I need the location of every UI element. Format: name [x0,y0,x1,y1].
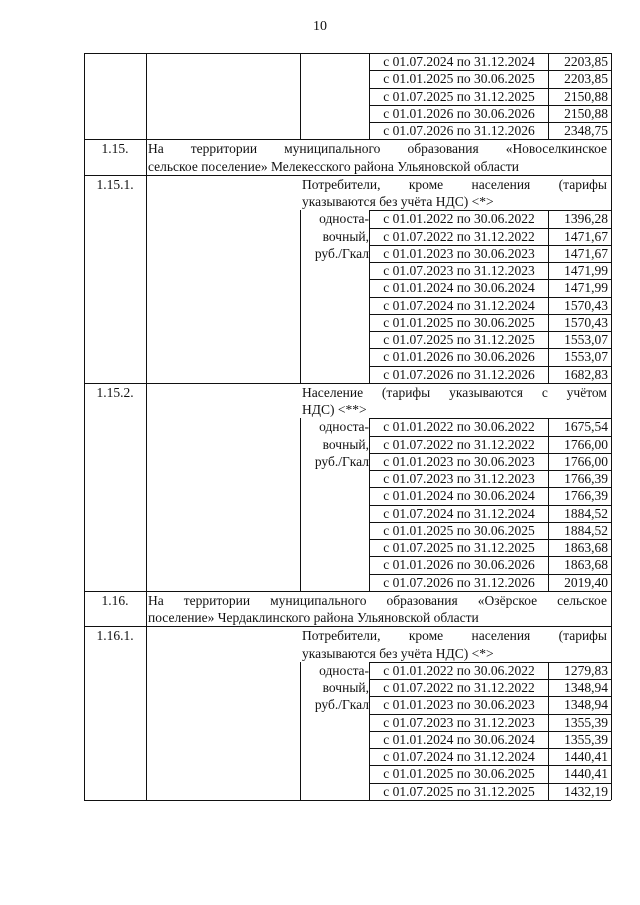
unit-label: руб./Гкал [314,453,369,469]
col-rule [611,591,612,627]
col-rule [146,591,147,627]
tariff-value-cell: 1440,41 [564,766,608,782]
word: Потребители, [302,628,381,644]
word: На [148,141,164,157]
word: (тарифы [558,176,607,192]
col-rule [548,418,549,591]
period-cell: с 01.07.2024 по 31.12.2024 [383,54,535,69]
col-rule [611,175,612,383]
word: с [541,384,548,400]
tariff-value-cell: 1766,00 [564,436,608,452]
word: Потребители, [302,176,381,192]
period-cell: с 01.01.2023 по 30.06.2023 [383,453,535,469]
col-rule [300,662,301,800]
tariff-value-cell: 1766,39 [564,471,608,486]
word: муниципального [284,141,381,157]
tariff-value-cell: 2203,85 [564,54,608,69]
col-rule [146,383,147,591]
period-cell: с 01.07.2024 по 31.12.2024 [383,297,535,313]
period-cell: с 01.07.2026 по 31.12.2026 [383,123,535,138]
tariff-value-cell: 1884,52 [564,505,608,521]
col-rule [146,53,147,139]
subsection-title [302,176,607,193]
table-bottom-rule [84,800,611,801]
subsection-title [302,627,607,644]
tariff-value-cell: 1471,67 [564,228,608,244]
tariff-value-cell: 1863,68 [564,557,608,573]
word: муниципального [270,592,367,608]
period-cell: с 01.07.2025 по 31.12.2025 [383,88,535,104]
unit-label: руб./Гкал [314,697,369,713]
period-cell: с 01.01.2023 по 30.06.2023 [383,697,535,713]
section-title-line2: сельское поселение» Мелекесского района Ульяновской области [148,158,520,174]
period-cell: с 01.01.2022 по 30.06.2022 [383,211,535,227]
col-rule [84,139,85,175]
period-cell: с 01.07.2023 по 31.12.2023 [383,263,535,278]
subsection-title-line2: НДС) <**> [302,402,367,417]
subsection-number: 1.16.1. [96,628,134,644]
period-cell: с 01.07.2023 по 31.12.2023 [383,471,535,486]
tariff-value-cell: 1682,83 [564,366,608,382]
tariff-value-cell: 1471,99 [564,280,608,296]
tariff-value-cell: 1570,43 [564,314,608,330]
word: образования [407,141,479,157]
word: учётом [566,384,607,400]
period-cell: с 01.01.2025 по 30.06.2025 [383,71,535,87]
period-cell: с 01.07.2024 по 31.12.2024 [383,505,535,521]
col-rule [300,210,301,383]
col-rule [146,175,147,383]
period-cell: с 01.01.2022 по 30.06.2022 [383,662,535,678]
tariff-value-cell: 1766,00 [564,453,608,469]
col-rule [146,626,147,800]
col-rule [84,626,85,800]
period-cell: с 01.07.2024 по 31.12.2024 [383,749,535,764]
word: «Озёрское [477,592,538,608]
page-number: 10 [313,19,327,34]
col-rule [611,53,612,139]
tariff-value-cell: 1396,28 [564,211,608,227]
col-rule [611,139,612,175]
col-rule [84,383,85,591]
col-rule [300,418,301,591]
section-number: 1.15. [101,141,129,157]
col-rule [369,418,370,591]
section-number: 1.16. [101,592,129,608]
period-cell: с 01.01.2026 по 30.06.2026 [383,557,535,573]
col-rule [611,383,612,591]
unit-label: одностa- [319,211,369,227]
tariff-value-cell: 1279,83 [564,662,608,678]
tariff-value-cell: 1884,52 [564,522,608,538]
tariff-value-cell: 1440,41 [564,749,608,764]
col-rule [548,210,549,383]
tariff-value-cell: 1355,39 [564,731,608,747]
subsection-title [302,384,607,401]
period-cell: с 01.01.2026 по 30.06.2026 [383,349,535,365]
period-cell: с 01.01.2024 по 30.06.2024 [383,488,535,504]
word: (тарифы [381,384,431,400]
tariff-value-cell: 1432,19 [564,783,608,799]
tariff-value-cell: 1471,67 [564,245,608,261]
col-rule [84,591,85,627]
word: (тарифы [558,628,607,644]
word: кроме [408,628,444,644]
word: Население [302,384,364,400]
period-cell: с 01.01.2025 по 30.06.2025 [383,522,535,538]
word: образования [386,592,458,608]
period-cell: с 01.07.2026 по 31.12.2026 [383,366,535,382]
col-rule [611,626,612,800]
tariff-value-cell: 1553,07 [564,349,608,365]
tariff-value-cell: 1863,68 [564,540,608,555]
col-rule [548,53,549,139]
word: указываются [449,384,523,400]
period-cell: с 01.07.2025 по 31.12.2025 [383,332,535,347]
tariff-value-cell: 1355,39 [564,714,608,730]
unit-label: руб./Гкал [314,245,369,261]
col-rule [548,662,549,800]
subsection-title-line2: указываются без учёта НДС) <*> [302,645,494,661]
period-cell: с 01.07.2022 по 31.12.2022 [383,436,535,452]
col-rule [84,175,85,383]
period-cell: с 01.07.2022 по 31.12.2022 [383,680,535,695]
tariff-value-cell: 1471,99 [564,263,608,278]
unit-label: одностa- [319,419,369,435]
subsection-title-line2: указываются без учёта НДС) <*> [302,194,494,209]
period-cell: с 01.01.2025 по 30.06.2025 [383,766,535,782]
unit-label: вочный, [322,228,369,244]
col-rule [84,53,85,139]
tariff-value-cell: 1553,07 [564,332,608,347]
subsection-number: 1.15.2. [96,384,134,400]
word: сельское [557,592,607,608]
tariff-value-cell: 2019,40 [564,574,608,590]
word: территории [190,141,258,157]
tariff-value-cell: 1348,94 [564,697,608,713]
tariff-value-cell: 1675,54 [564,419,608,435]
tariff-value-cell: 2203,85 [564,71,608,87]
word: территории [183,592,251,608]
word: «Новоселкинское [505,141,607,157]
tariff-value-cell: 2150,88 [564,88,608,104]
period-cell: с 01.07.2022 по 31.12.2022 [383,228,535,244]
period-cell: с 01.01.2023 по 30.06.2023 [383,245,535,261]
unit-label: одностa- [319,662,369,678]
col-rule [146,139,147,175]
period-cell: с 01.07.2025 по 31.12.2025 [383,540,535,555]
period-cell: с 01.01.2024 по 30.06.2024 [383,280,535,296]
period-cell: с 01.07.2025 по 31.12.2025 [383,783,535,799]
period-cell: с 01.07.2023 по 31.12.2023 [383,714,535,730]
col-rule [369,662,370,800]
period-cell: с 01.07.2026 по 31.12.2026 [383,574,535,590]
period-cell: с 01.01.2025 по 30.06.2025 [383,314,535,330]
col-rule [369,53,370,139]
tariff-value-cell: 2348,75 [564,123,608,138]
tariff-value-cell: 2150,88 [564,105,608,121]
word: населения [471,628,531,644]
subsection-number: 1.15.1. [96,176,134,192]
period-cell: с 01.01.2026 по 30.06.2026 [383,105,535,121]
section-title [148,140,607,157]
unit-label: вочный, [322,436,369,452]
tariff-value-cell: 1570,43 [564,297,608,313]
col-rule [369,210,370,383]
tariff-value-cell: 1348,94 [564,680,608,695]
unit-label: вочный, [322,680,369,695]
word: населения [471,176,531,192]
tariff-value-cell: 1766,39 [564,488,608,504]
period-cell: с 01.01.2022 по 30.06.2022 [383,419,535,435]
word: кроме [408,176,444,192]
word: На [148,592,164,608]
period-cell: с 01.01.2024 по 30.06.2024 [383,731,535,747]
section-title [148,592,607,609]
col-rule [300,53,301,139]
section-title-line2: поселение» Чердаклинского района Ульяновской области [148,610,479,625]
